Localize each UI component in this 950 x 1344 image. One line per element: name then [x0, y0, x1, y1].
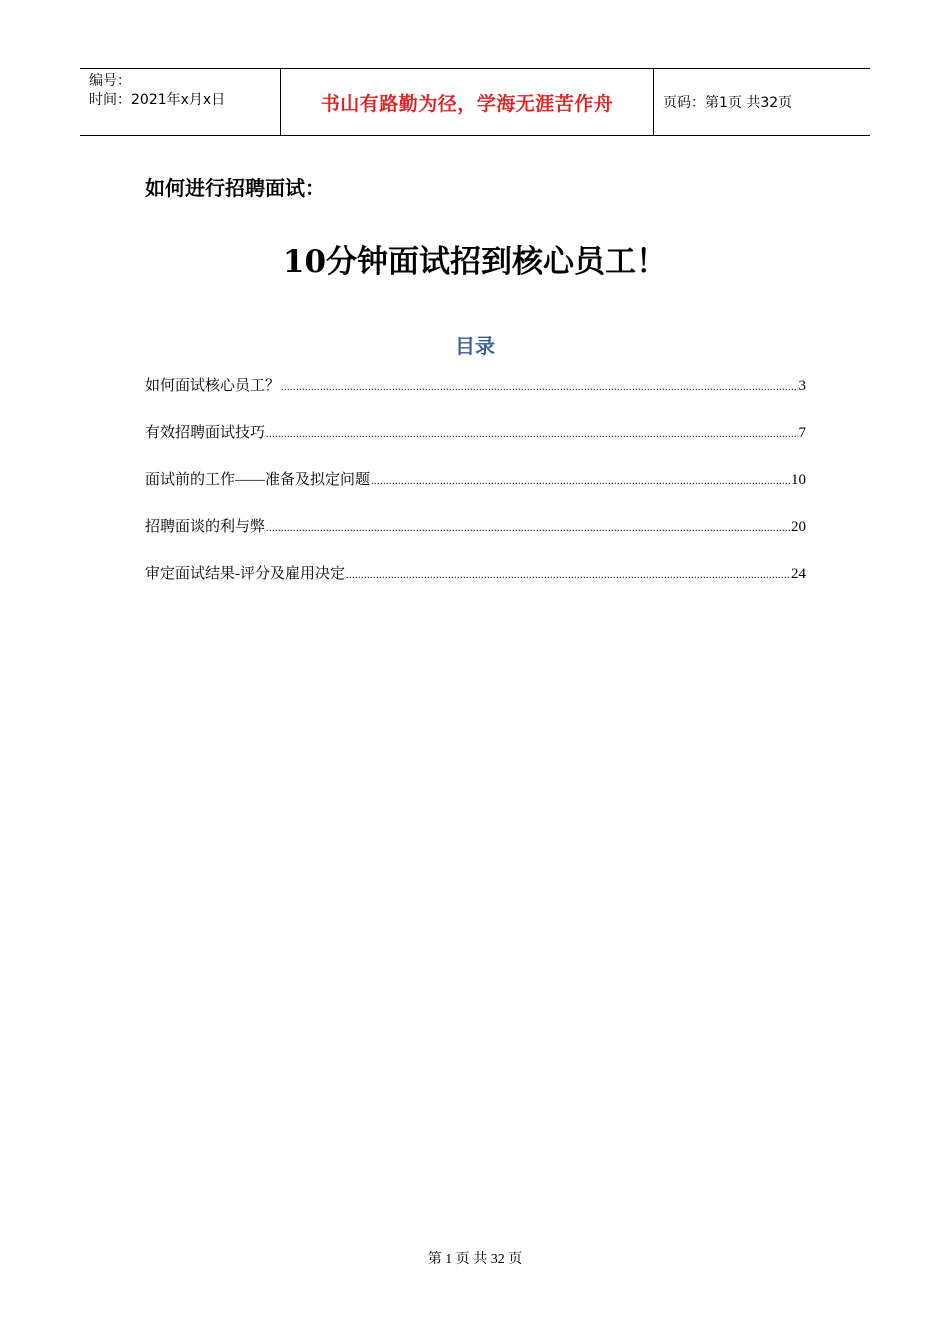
toc-item-label: 招聘面谈的利与弊 [145, 519, 266, 535]
toc-item-page: 20 [791, 519, 806, 535]
document-date: 时间：2021年x月x日 [89, 92, 226, 108]
toc-item-page: 3 [798, 378, 806, 394]
toc-item-page: 24 [791, 566, 806, 582]
toc-item[interactable] [145, 468, 806, 515]
toc-item-label: 如何面试核心员工？ [145, 378, 281, 394]
document-title: 10分钟面试招到核心员工！ [282, 244, 668, 280]
toc-leader-dots [371, 476, 790, 487]
page-footer: 第 1 页 共 32 页 [427, 1252, 523, 1267]
toc-item-label: 有效招聘面试技巧 [145, 425, 266, 441]
header-motto-cell [281, 69, 654, 135]
toc-item[interactable] [145, 515, 806, 562]
header-motto: 书山有路勤为径，学海无涯苦作舟 [320, 92, 614, 115]
toc-item-label: 面试前的工作——准备及拟定问题 [145, 472, 371, 488]
toc-item-page: 7 [798, 425, 806, 441]
toc-item[interactable] [145, 421, 806, 468]
toc-item[interactable] [145, 562, 806, 609]
toc-leader-dots [346, 570, 790, 581]
toc-item-page: 10 [791, 472, 806, 488]
table-of-contents [145, 374, 806, 609]
toc-leader-dots [281, 382, 797, 393]
header-page-cell [654, 69, 870, 135]
toc-leader-dots [266, 523, 790, 534]
toc-item[interactable] [145, 374, 806, 421]
document-number-label: 编号： [89, 73, 131, 89]
document-subtitle: 如何进行招聘面试： [145, 176, 325, 200]
toc-item-label: 审定面试结果-评分及雇用决定 [145, 566, 345, 582]
toc-leader-dots [266, 429, 797, 440]
header-page-info: 页码：第1页 共32页 [663, 95, 793, 111]
header-meta-cell [80, 69, 281, 135]
toc-heading: 目录 [455, 334, 495, 358]
document-header [80, 68, 870, 136]
